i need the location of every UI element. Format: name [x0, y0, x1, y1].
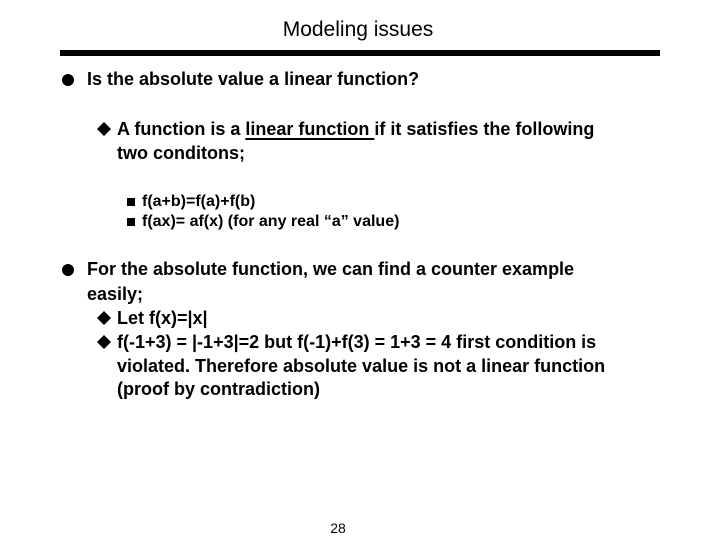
definition-text-end: if it satisfies the following: [374, 119, 595, 139]
diamond-bullet-icon: [97, 335, 111, 349]
bullet-question: Is the absolute value a linear function?: [87, 69, 420, 89]
diamond-bullet-icon: [97, 311, 111, 325]
circle-bullet-icon: [62, 264, 74, 276]
bullet-counter-example-line2: easily;: [87, 284, 144, 304]
linear-function-term: linear function: [245, 119, 375, 139]
circle-bullet-icon: [62, 74, 74, 86]
sub-bullet-let: Let f(x)=|x|: [117, 308, 208, 328]
sub-bullet-proof-line2: violated. Therefore absolute value is not a linear function: [117, 356, 606, 376]
slide-title: Modeling issues: [282, 18, 434, 41]
sub-bullet-definition: [117, 118, 594, 141]
definition-text-start: A function is a: [117, 119, 246, 139]
bullet-counter-example: For the absolute function, we can find a counter example: [87, 259, 575, 279]
square-bullet-icon: [127, 198, 135, 206]
condition-homogeneity: f(ax)= af(x) (for any real “a” value): [142, 213, 400, 230]
sub-bullet-definition-line2: two conditons;: [117, 143, 245, 163]
square-bullet-icon: [127, 218, 135, 226]
diamond-bullet-icon: [97, 122, 111, 136]
sub-bullet-proof-line3: (proof by contradiction): [117, 379, 320, 399]
page-number: 28: [330, 520, 346, 536]
condition-additivity: f(a+b)=f(a)+f(b): [142, 193, 256, 210]
title-divider: [60, 50, 660, 56]
sub-bullet-proof: f(-1+3) = |-1+3|=2 but f(-1)+f(3) = 1+3 = 4 first condition is: [117, 332, 597, 352]
